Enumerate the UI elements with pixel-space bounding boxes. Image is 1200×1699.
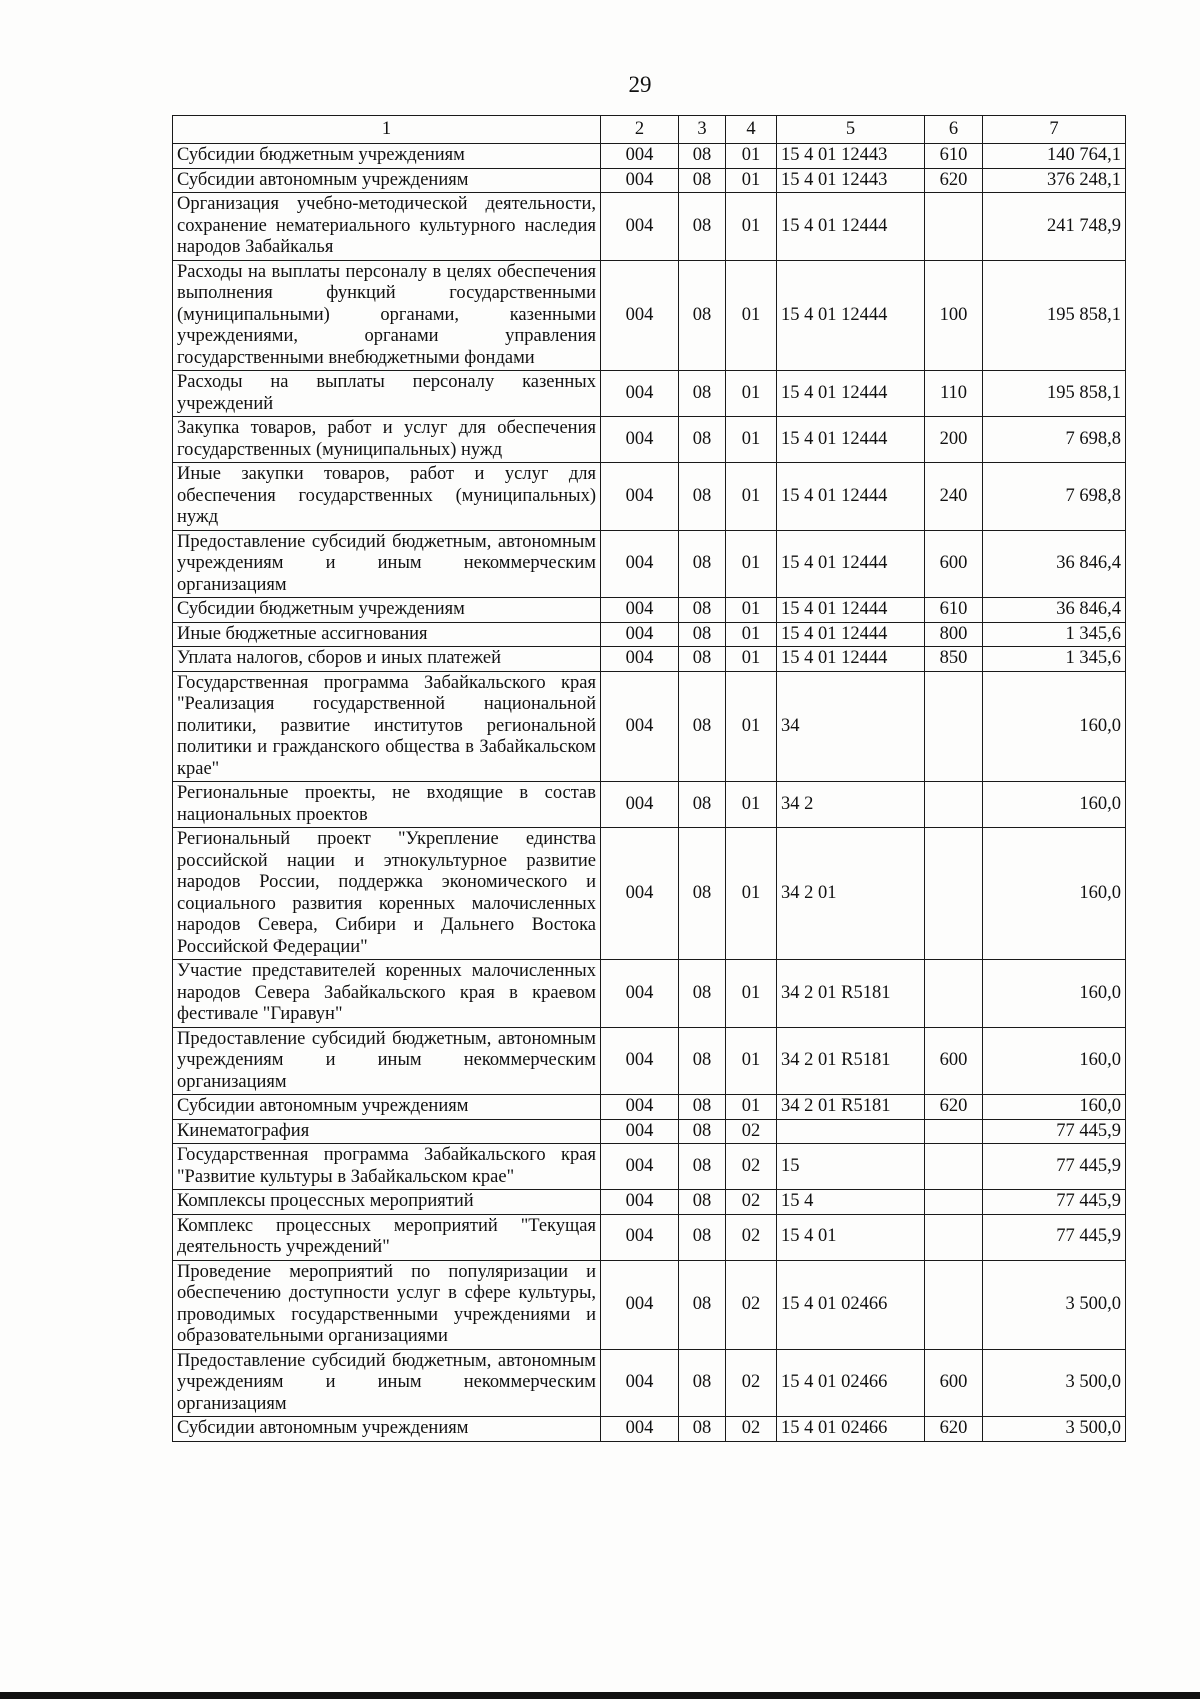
table-row	[173, 622, 1126, 647]
target-article-cell: 15 4 01 12444	[777, 530, 925, 598]
table-row	[173, 828, 1126, 960]
section-code-cell: 08	[679, 782, 726, 828]
section-code-cell: 08	[679, 1095, 726, 1120]
ministry-code-cell: 004	[601, 1095, 679, 1120]
amount-cell: 140 764,1	[983, 144, 1126, 169]
ministry-code-cell: 004	[601, 1349, 679, 1417]
table-row	[173, 1027, 1126, 1095]
section-code-cell: 08	[679, 530, 726, 598]
amount-cell: 3 500,0	[983, 1260, 1126, 1349]
target-article-cell: 15 4 01 02466	[777, 1417, 925, 1442]
table-row	[173, 371, 1126, 417]
table-row	[173, 1349, 1126, 1417]
subsection-code-cell: 01	[726, 463, 777, 531]
item-name-cell: Субсидии автономным учреждениям	[173, 1095, 601, 1120]
ministry-code-cell: 004	[601, 960, 679, 1028]
ministry-code-cell: 004	[601, 1417, 679, 1442]
section-code-cell: 08	[679, 1349, 726, 1417]
amount-cell: 3 500,0	[983, 1417, 1126, 1442]
ministry-code-cell: 004	[601, 463, 679, 531]
subsection-code-cell: 02	[726, 1119, 777, 1144]
amount-cell: 241 748,9	[983, 193, 1126, 261]
ministry-code-cell: 004	[601, 417, 679, 463]
expense-type-cell: 610	[925, 598, 983, 623]
section-code-cell: 08	[679, 1260, 726, 1349]
amount-cell: 36 846,4	[983, 598, 1126, 623]
subsection-code-cell: 01	[726, 960, 777, 1028]
header-cell: 2	[601, 116, 679, 144]
amount-cell: 77 445,9	[983, 1119, 1126, 1144]
item-name-cell: Участие представителей коренных малочисленных народов Севера Забайкальского края в краевом фестивале "Гиравун"	[173, 960, 601, 1028]
expense-type-cell	[925, 1119, 983, 1144]
expense-type-cell: 110	[925, 371, 983, 417]
target-article-cell: 15 4 01 12444	[777, 598, 925, 623]
expense-type-cell: 600	[925, 1027, 983, 1095]
subsection-code-cell: 02	[726, 1214, 777, 1260]
table-row	[173, 417, 1126, 463]
expense-type-cell: 610	[925, 144, 983, 169]
amount-cell: 77 445,9	[983, 1144, 1126, 1190]
section-code-cell: 08	[679, 463, 726, 531]
table-row	[173, 530, 1126, 598]
amount-cell: 77 445,9	[983, 1190, 1126, 1215]
target-article-cell: 15 4 01 12444	[777, 193, 925, 261]
table-row	[173, 1144, 1126, 1190]
expense-type-cell: 620	[925, 1417, 983, 1442]
table-row	[173, 960, 1126, 1028]
target-article-cell: 15 4 01 12444	[777, 463, 925, 531]
subsection-code-cell: 02	[726, 1349, 777, 1417]
ministry-code-cell: 004	[601, 671, 679, 782]
table-row	[173, 647, 1126, 672]
target-article-cell: 34 2	[777, 782, 925, 828]
section-code-cell: 08	[679, 1417, 726, 1442]
subsection-code-cell: 01	[726, 144, 777, 169]
ministry-code-cell: 004	[601, 1027, 679, 1095]
expense-type-cell	[925, 1144, 983, 1190]
ministry-code-cell: 004	[601, 144, 679, 169]
amount-cell: 160,0	[983, 1095, 1126, 1120]
target-article-cell: 15 4	[777, 1190, 925, 1215]
table-row	[173, 1260, 1126, 1349]
subsection-code-cell: 01	[726, 371, 777, 417]
item-name-cell: Иные закупки товаров, работ и услуг для обеспечения государственных (муниципальных) нужд	[173, 463, 601, 531]
subsection-code-cell: 02	[726, 1260, 777, 1349]
budget-table	[172, 115, 1126, 1442]
item-name-cell: Предоставление субсидий бюджетным, автономным учреждениям и иным некоммерческим организациям	[173, 530, 601, 598]
subsection-code-cell: 01	[726, 193, 777, 261]
table-row	[173, 1095, 1126, 1120]
expense-type-cell	[925, 671, 983, 782]
target-article-cell: 15 4 01 12444	[777, 647, 925, 672]
amount-cell: 1 345,6	[983, 622, 1126, 647]
ministry-code-cell: 004	[601, 598, 679, 623]
page-number: 29	[628, 72, 652, 97]
ministry-code-cell: 004	[601, 530, 679, 598]
table-row	[173, 1190, 1126, 1215]
target-article-cell: 34 2 01	[777, 828, 925, 960]
subsection-code-cell: 01	[726, 530, 777, 598]
expense-type-cell: 850	[925, 647, 983, 672]
subsection-code-cell: 01	[726, 782, 777, 828]
ministry-code-cell: 004	[601, 1190, 679, 1215]
ministry-code-cell: 004	[601, 782, 679, 828]
amount-cell: 1 345,6	[983, 647, 1126, 672]
expense-type-cell	[925, 1190, 983, 1215]
table-row	[173, 1119, 1126, 1144]
expense-type-cell	[925, 1214, 983, 1260]
section-code-cell: 08	[679, 1214, 726, 1260]
subsection-code-cell: 01	[726, 828, 777, 960]
target-article-cell: 15 4 01 02466	[777, 1349, 925, 1417]
header-cell: 4	[726, 116, 777, 144]
section-code-cell: 08	[679, 417, 726, 463]
table-row	[173, 598, 1126, 623]
item-name-cell: Предоставление субсидий бюджетным, автономным учреждениям и иным некоммерческим организациям	[173, 1027, 601, 1095]
item-name-cell: Иные бюджетные ассигнования	[173, 622, 601, 647]
expense-type-cell	[925, 193, 983, 261]
expense-type-cell: 200	[925, 417, 983, 463]
item-name-cell: Предоставление субсидий бюджетным, автономным учреждениям и иным некоммерческим организациям	[173, 1349, 601, 1417]
subsection-code-cell: 01	[726, 622, 777, 647]
page-bottom-edge	[0, 1692, 1200, 1699]
ministry-code-cell: 004	[601, 1260, 679, 1349]
subsection-code-cell: 01	[726, 260, 777, 371]
item-name-cell: Проведение мероприятий по популяризации и обеспечению доступности услуг в сфере культуры, проводимых государственными учреждениями и образовательными организациями	[173, 1260, 601, 1349]
subsection-code-cell: 02	[726, 1144, 777, 1190]
item-name-cell: Субсидии автономным учреждениям	[173, 168, 601, 193]
expense-type-cell	[925, 1260, 983, 1349]
expense-type-cell	[925, 828, 983, 960]
amount-cell: 376 248,1	[983, 168, 1126, 193]
ministry-code-cell: 004	[601, 260, 679, 371]
amount-cell: 195 858,1	[983, 371, 1126, 417]
amount-cell: 160,0	[983, 671, 1126, 782]
subsection-code-cell: 01	[726, 168, 777, 193]
item-name-cell: Закупка товаров, работ и услуг для обеспечения государственных (муниципальных) нужд	[173, 417, 601, 463]
amount-cell: 160,0	[983, 1027, 1126, 1095]
expense-type-cell: 800	[925, 622, 983, 647]
amount-cell: 7 698,8	[983, 417, 1126, 463]
amount-cell: 160,0	[983, 960, 1126, 1028]
subsection-code-cell: 02	[726, 1190, 777, 1215]
target-article-cell: 15	[777, 1144, 925, 1190]
item-name-cell: Субсидии бюджетным учреждениям	[173, 598, 601, 623]
target-article-cell: 15 4 01 02466	[777, 1260, 925, 1349]
ministry-code-cell: 004	[601, 647, 679, 672]
table-header-row	[173, 116, 1126, 144]
table-row	[173, 671, 1126, 782]
ministry-code-cell: 004	[601, 1214, 679, 1260]
subsection-code-cell: 01	[726, 598, 777, 623]
item-name-cell: Кинематография	[173, 1119, 601, 1144]
ministry-code-cell: 004	[601, 1119, 679, 1144]
target-article-cell: 15 4 01 12443	[777, 144, 925, 169]
target-article-cell: 15 4 01 12443	[777, 168, 925, 193]
subsection-code-cell: 01	[726, 647, 777, 672]
item-name-cell: Субсидии автономным учреждениям	[173, 1417, 601, 1442]
table-row	[173, 168, 1126, 193]
amount-cell: 36 846,4	[983, 530, 1126, 598]
ministry-code-cell: 004	[601, 622, 679, 647]
item-name-cell: Комплекс процессных мероприятий "Текущая деятельность учреждений"	[173, 1214, 601, 1260]
item-name-cell: Государственная программа Забайкальского края "Реализация государственной национальной политики, развитие институтов региональной политики и гражданского общества в Забайкальском крае"	[173, 671, 601, 782]
table-row	[173, 260, 1126, 371]
subsection-code-cell: 01	[726, 671, 777, 782]
header-cell: 5	[777, 116, 925, 144]
section-code-cell: 08	[679, 1027, 726, 1095]
item-name-cell: Комплексы процессных мероприятий	[173, 1190, 601, 1215]
amount-cell: 160,0	[983, 828, 1126, 960]
header-cell: 7	[983, 116, 1126, 144]
ministry-code-cell: 004	[601, 371, 679, 417]
header-cell: 1	[173, 116, 601, 144]
expense-type-cell: 600	[925, 1349, 983, 1417]
amount-cell: 77 445,9	[983, 1214, 1126, 1260]
item-name-cell: Региональные проекты, не входящие в состав национальных проектов	[173, 782, 601, 828]
section-code-cell: 08	[679, 260, 726, 371]
item-name-cell: Расходы на выплаты персоналу в целях обеспечения выполнения функций государственными (муниципальными) органами, казенными учреждениями, органами управления государственными внебюджетными фондами	[173, 260, 601, 371]
item-name-cell: Организация учебно-методической деятельности, сохранение нематериального культурного наследия народов Забайкалья	[173, 193, 601, 261]
item-name-cell: Уплата налогов, сборов и иных платежей	[173, 647, 601, 672]
section-code-cell: 08	[679, 828, 726, 960]
section-code-cell: 08	[679, 168, 726, 193]
ministry-code-cell: 004	[601, 1144, 679, 1190]
section-code-cell: 08	[679, 371, 726, 417]
section-code-cell: 08	[679, 1119, 726, 1144]
target-article-cell: 34 2 01 R5181	[777, 1027, 925, 1095]
ministry-code-cell: 004	[601, 168, 679, 193]
target-article-cell: 15 4 01 12444	[777, 371, 925, 417]
subsection-code-cell: 01	[726, 1027, 777, 1095]
target-article-cell: 15 4 01 12444	[777, 417, 925, 463]
section-code-cell: 08	[679, 647, 726, 672]
target-article-cell	[777, 1119, 925, 1144]
amount-cell: 195 858,1	[983, 260, 1126, 371]
expense-type-cell	[925, 782, 983, 828]
table-row	[173, 193, 1126, 261]
subsection-code-cell: 01	[726, 417, 777, 463]
item-name-cell: Субсидии бюджетным учреждениям	[173, 144, 601, 169]
target-article-cell: 34 2 01 R5181	[777, 960, 925, 1028]
amount-cell: 160,0	[983, 782, 1126, 828]
target-article-cell: 34 2 01 R5181	[777, 1095, 925, 1120]
item-name-cell: Государственная программа Забайкальского края "Развитие культуры в Забайкальском крае"	[173, 1144, 601, 1190]
section-code-cell: 08	[679, 598, 726, 623]
table-row	[173, 782, 1126, 828]
target-article-cell: 34	[777, 671, 925, 782]
target-article-cell: 15 4 01 12444	[777, 260, 925, 371]
expense-type-cell: 240	[925, 463, 983, 531]
expense-type-cell	[925, 960, 983, 1028]
table-row	[173, 463, 1126, 531]
header-cell: 3	[679, 116, 726, 144]
section-code-cell: 08	[679, 1190, 726, 1215]
table-row	[173, 1417, 1126, 1442]
item-name-cell: Расходы на выплаты персоналу казенных учреждений	[173, 371, 601, 417]
ministry-code-cell: 004	[601, 193, 679, 261]
subsection-code-cell: 02	[726, 1417, 777, 1442]
amount-cell: 7 698,8	[983, 463, 1126, 531]
expense-type-cell: 600	[925, 530, 983, 598]
item-name-cell: Региональный проект "Укрепление единства российской нации и этнокультурное развитие народов России, поддержка экономического и социального развития коренных малочисленных народов Севера, Сибири и Дальнего Востока Российской Федерации"	[173, 828, 601, 960]
section-code-cell: 08	[679, 960, 726, 1028]
amount-cell: 3 500,0	[983, 1349, 1126, 1417]
section-code-cell: 08	[679, 144, 726, 169]
subsection-code-cell: 01	[726, 1095, 777, 1120]
header-cell: 6	[925, 116, 983, 144]
table-row	[173, 144, 1126, 169]
expense-type-cell: 100	[925, 260, 983, 371]
target-article-cell: 15 4 01	[777, 1214, 925, 1260]
target-article-cell: 15 4 01 12444	[777, 622, 925, 647]
table-row	[173, 1214, 1126, 1260]
section-code-cell: 08	[679, 671, 726, 782]
section-code-cell: 08	[679, 193, 726, 261]
ministry-code-cell: 004	[601, 828, 679, 960]
expense-type-cell: 620	[925, 1095, 983, 1120]
section-code-cell: 08	[679, 622, 726, 647]
expense-type-cell: 620	[925, 168, 983, 193]
section-code-cell: 08	[679, 1144, 726, 1190]
